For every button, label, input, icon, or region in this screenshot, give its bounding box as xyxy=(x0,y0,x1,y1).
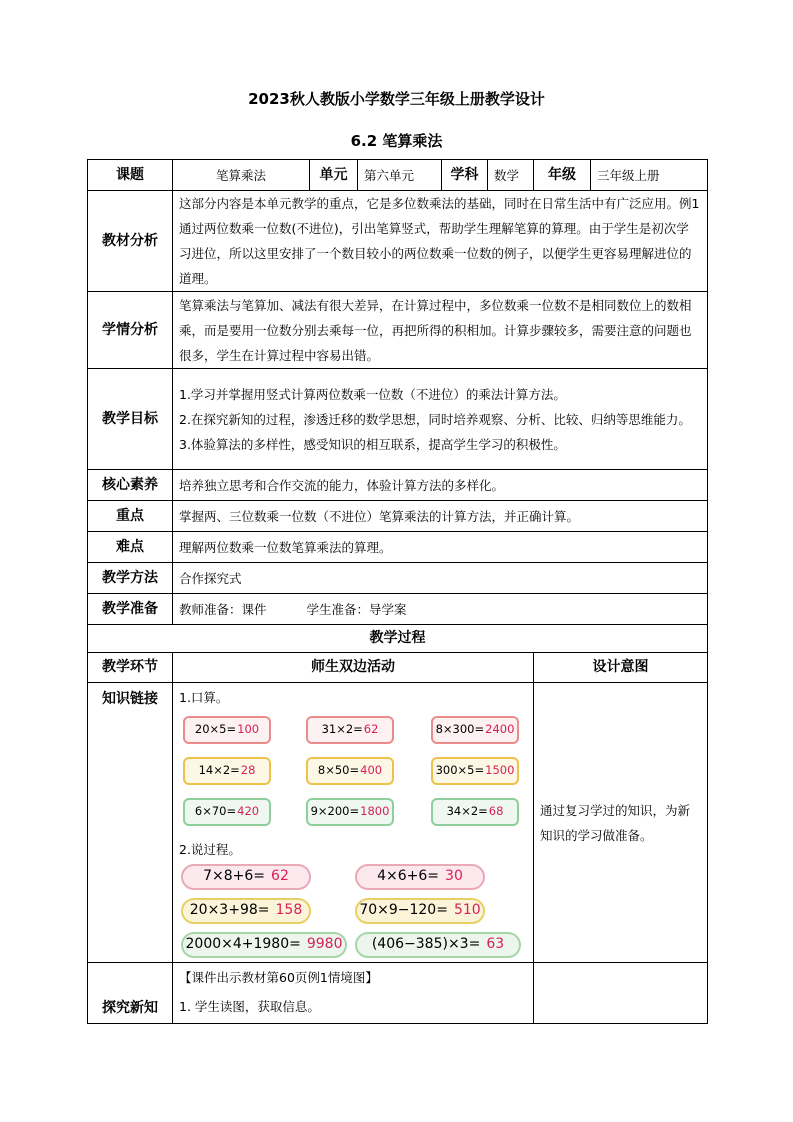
goal-line: 3.体验算法的多样性，感受知识的相互联系，提高学生学习的积极性。 xyxy=(179,436,566,452)
process-card xyxy=(355,864,485,890)
lesson-plan-table xyxy=(87,159,708,1024)
oral-card xyxy=(431,798,519,826)
process-card xyxy=(181,898,311,924)
student-prep: 学生准备：导学案 xyxy=(306,601,407,617)
card-answer: 420 xyxy=(237,804,260,818)
oral-card xyxy=(431,757,519,785)
unit-label: 单元 xyxy=(310,160,358,191)
card-question: 20×5= xyxy=(194,722,237,736)
row-label: 教学准备 xyxy=(88,594,173,625)
card-answer: 63 xyxy=(486,936,505,952)
card-answer: 100 xyxy=(237,722,260,736)
card-question: 4×6+6= xyxy=(377,868,440,884)
row-label: 难点 xyxy=(88,532,173,563)
document-title: 2023秋人教版小学数学三年级上册教学设计 xyxy=(248,90,545,108)
lesson-subtitle: 6.2 笔算乘法 xyxy=(350,132,443,150)
row-teaching-prep xyxy=(88,594,708,625)
card-question: 34×2= xyxy=(446,804,488,818)
process-heading: 教学过程 xyxy=(88,625,708,653)
oral-title: 1.口算。 xyxy=(179,689,229,705)
row-text: 掌握两、三位数乘一位数（不进位）笔算乘法的计算方法，并正确计算。 xyxy=(173,501,708,532)
row-label: 教学方法 xyxy=(88,563,173,594)
topic-value: 笔算乘法 xyxy=(173,160,310,191)
oral-card xyxy=(306,716,394,744)
card-question: (406−385)×3= xyxy=(371,936,481,952)
card-question: 70×9−120= xyxy=(359,902,448,918)
row-label: 教学目标 xyxy=(88,369,173,470)
row-core-literacy xyxy=(88,470,708,501)
process-card xyxy=(181,932,347,958)
card-question: 6×70= xyxy=(194,804,237,818)
explore-activity-cell xyxy=(173,963,534,1024)
row-label: 知识链接 xyxy=(88,683,173,963)
row-label: 学情分析 xyxy=(88,292,173,369)
knowledge-activity-cell xyxy=(173,683,534,963)
card-answer: 9980 xyxy=(306,936,343,952)
process-card xyxy=(181,864,311,890)
row-text: 这部分内容是本单元教学的重点，它是多位数乘法的基础，同时在日常生活中有广泛应用。例1通过两位数乘一位数(不进位)，引出笔算竖式，帮助学生理解笔算的算理。由于学生是初次学习进位，所以这里安排了一个数目较小的两位数乘一位数的例子，以便学生更容易理解进位的道理。 xyxy=(173,191,708,292)
header-row xyxy=(88,160,708,191)
card-question: 8×50= xyxy=(317,763,360,777)
knowledge-intent: 通过复习学过的知识，为新知识的学习做准备。 xyxy=(534,683,708,963)
process-col-activity: 师生双边活动 xyxy=(173,653,534,683)
topic-label: 课题 xyxy=(88,160,173,191)
card-question: 300×5= xyxy=(435,763,485,777)
goals-cell xyxy=(173,369,708,470)
prep-cell xyxy=(173,594,708,625)
card-answer: 510 xyxy=(453,902,481,918)
goal-line: 2.在探究新知的过程，渗透迁移的数学思想，同时培养观察、分析、比较、归纳等思维能力。 xyxy=(179,411,691,427)
row-teaching-goals xyxy=(88,369,708,470)
card-answer: 28 xyxy=(240,763,256,777)
row-text: 笔算乘法与笔算加、减法有很大差异，在计算过程中，多位数乘一位数不是相同数位上的数相乘，而是要用一位数分别去乘每一位，再把所得的积相加。计算步骤较多，需要注意的问题也很多，学生在计算过程中容易出错。 xyxy=(173,292,708,369)
subject-label: 学科 xyxy=(442,160,488,191)
process-heading-row xyxy=(88,625,708,653)
explore-line: 1. 学生读图，获取信息。 xyxy=(179,999,320,1014)
process-card xyxy=(355,898,485,924)
card-answer: 62 xyxy=(271,868,289,884)
process-columns-row xyxy=(88,653,708,683)
row-text: 合作探究式 xyxy=(173,563,708,594)
process-title: 2.说过程。 xyxy=(179,841,241,857)
oral-card xyxy=(306,757,394,785)
row-text: 培养独立思考和合作交流的能力，体验计算方法的多样化。 xyxy=(173,470,708,501)
process-card xyxy=(355,932,521,958)
row-explore xyxy=(88,963,708,1024)
grade-value: 三年级上册 xyxy=(591,160,708,191)
row-label: 核心素养 xyxy=(88,470,173,501)
card-question: 31×2= xyxy=(321,722,363,736)
card-answer: 1800 xyxy=(360,804,390,818)
oral-card xyxy=(183,798,271,826)
grade-label: 年级 xyxy=(534,160,591,191)
oral-card xyxy=(183,757,271,785)
process-col-stage: 教学环节 xyxy=(88,653,173,683)
row-teaching-method xyxy=(88,563,708,594)
oral-card xyxy=(306,798,394,826)
card-answer: 2400 xyxy=(485,722,515,736)
row-label: 重点 xyxy=(88,501,173,532)
card-answer: 400 xyxy=(360,763,383,777)
goal-line: 1.学习并掌握用竖式计算两位数乘一位数（不进位）的乘法计算方法。 xyxy=(179,386,566,402)
card-question: 2000×4+1980= xyxy=(185,936,301,952)
card-answer: 62 xyxy=(363,722,379,736)
card-question: 9×200= xyxy=(310,804,360,818)
row-label: 探究新知 xyxy=(88,963,173,1024)
card-answer: 68 xyxy=(488,804,504,818)
subject-value: 数学 xyxy=(488,160,534,191)
oral-card xyxy=(183,716,271,744)
row-key-points xyxy=(88,501,708,532)
teacher-prep: 教师准备：课件 xyxy=(179,601,267,617)
row-difficulty xyxy=(88,532,708,563)
calc-area xyxy=(173,684,533,962)
card-answer: 158 xyxy=(275,902,303,918)
card-question: 8×300= xyxy=(435,722,485,736)
card-question: 14×2= xyxy=(198,763,240,777)
card-question: 20×3+98= xyxy=(189,902,270,918)
card-question: 7×8+6= xyxy=(203,868,266,884)
row-text: 理解两位数乘一位数笔算乘法的算理。 xyxy=(173,532,708,563)
row-student-analysis xyxy=(88,292,708,369)
unit-value: 第六单元 xyxy=(358,160,442,191)
row-textbook-analysis xyxy=(88,191,708,292)
explore-intent-cell xyxy=(534,963,708,1024)
oral-card xyxy=(431,716,519,744)
explore-line: 【课件出示教材第60页例1情境图】 xyxy=(179,970,378,985)
row-label: 教材分析 xyxy=(88,191,173,292)
card-answer: 1500 xyxy=(485,763,515,777)
process-col-intent: 设计意图 xyxy=(534,653,708,683)
card-answer: 30 xyxy=(445,868,463,884)
row-knowledge-link xyxy=(88,683,708,963)
